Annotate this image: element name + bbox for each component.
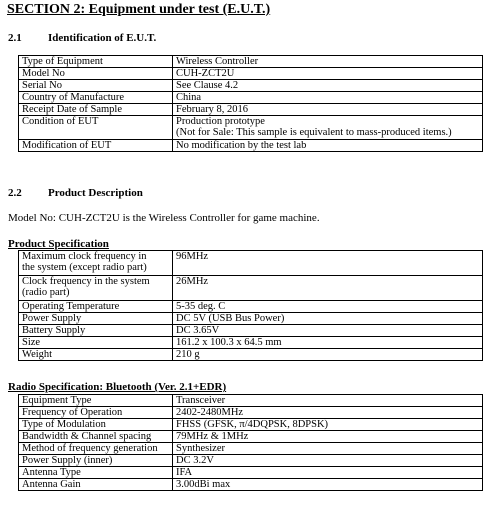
row-label-line: (radio part) (22, 287, 70, 298)
row-label: Type of Equipment (19, 56, 173, 68)
row-label: Size (19, 337, 173, 349)
table-row (19, 407, 483, 419)
row-value: DC 5V (USB Bus Power) (173, 313, 483, 325)
identification-number: 2.1 (8, 32, 22, 44)
table-row (19, 443, 483, 455)
row-value: 5-35 deg. C (173, 301, 483, 313)
row-value: 2402-2480MHz (173, 407, 483, 419)
table-row (19, 92, 483, 104)
row-label: Model No (19, 68, 173, 80)
product-spec-table (18, 250, 483, 361)
row-label: Antenna Type (19, 467, 173, 479)
table-row (19, 56, 483, 68)
row-value-line: (Not for Sale: This sample is equivalent to mass-produced items.) (176, 127, 452, 138)
table-row (19, 325, 483, 337)
table-row (19, 455, 483, 467)
row-label-line: the system (except radio part) (22, 262, 147, 273)
row-label: Operating Temperature (19, 301, 173, 313)
row-value: China (173, 92, 483, 104)
row-value: February 8, 2016 (173, 104, 483, 116)
row-value: See Clause 4.2 (173, 80, 483, 92)
table-row (19, 301, 483, 313)
row-value: Wireless Controller (173, 56, 483, 68)
table-row (19, 140, 483, 152)
row-label: Receipt Date of Sample (19, 104, 173, 116)
identification-heading (8, 32, 156, 44)
row-label: Equipment Type (19, 395, 173, 407)
row-value: DC 3.2V (173, 455, 483, 467)
table-row (19, 276, 483, 301)
table-row (19, 313, 483, 325)
row-value: 210 g (173, 349, 483, 361)
table-row (19, 104, 483, 116)
row-value: 79MHz & 1MHz (173, 431, 483, 443)
product-number: 2.2 (8, 187, 22, 199)
table-row (19, 395, 483, 407)
row-label: Weight (19, 349, 173, 361)
row-value-line: Production prototype (176, 116, 265, 127)
product-title: Product Description (48, 187, 143, 199)
row-label-line: Maximum clock frequency in (22, 251, 147, 262)
row-label: Battery Supply (19, 325, 173, 337)
table-row (19, 68, 483, 80)
table-row (19, 349, 483, 361)
identification-table (18, 55, 483, 152)
table-row (19, 116, 483, 140)
table-row (19, 337, 483, 349)
radio-spec-table (18, 394, 483, 491)
row-label: Antenna Gain (19, 479, 173, 491)
product-description: Model No: CUH-ZCT2U is the Wireless Controller for game machine. (8, 212, 320, 224)
table-row (19, 80, 483, 92)
row-label: Country of Manufacture (19, 92, 173, 104)
row-label: Modification of EUT (19, 140, 173, 152)
row-value: IFA (173, 467, 483, 479)
row-value: DC 3.65V (173, 325, 483, 337)
row-label: Power Supply (19, 313, 173, 325)
row-label: Power Supply (inner) (19, 455, 173, 467)
product-heading (8, 187, 143, 199)
row-label: Type of Modulation (19, 419, 173, 431)
row-value: No modification by the test lab (173, 140, 483, 152)
row-value: Transceiver (173, 395, 483, 407)
row-label: Method of frequency generation (19, 443, 173, 455)
row-value (173, 116, 483, 140)
table-row (19, 251, 483, 276)
table-row (19, 431, 483, 443)
row-value: FHSS (GFSK, π/4DQPSK, 8DPSK) (173, 419, 483, 431)
row-value: 96MHz (173, 251, 483, 276)
product-spec-heading: Product Specification (8, 238, 109, 250)
row-label: Bandwidth & Channel spacing (19, 431, 173, 443)
row-value: 3.00dBi max (173, 479, 483, 491)
table-row (19, 479, 483, 491)
section-title: SECTION 2: Equipment under test (E.U.T.) (7, 2, 271, 17)
row-label (19, 251, 173, 276)
row-label (19, 276, 173, 301)
row-value: 161.2 x 100.3 x 64.5 mm (173, 337, 483, 349)
row-label-line: Clock frequency in the system (22, 276, 150, 287)
row-label: Condition of EUT (19, 116, 173, 140)
radio-spec-heading: Radio Specification: Bluetooth (Ver. 2.1+EDR) (8, 381, 227, 393)
row-value: 26MHz (173, 276, 483, 301)
identification-title: Identification of E.U.T. (48, 32, 157, 44)
row-label: Frequency of Operation (19, 407, 173, 419)
row-value: CUH-ZCT2U (173, 68, 483, 80)
row-value: Synthesizer (173, 443, 483, 455)
table-row (19, 467, 483, 479)
row-label: Serial No (19, 80, 173, 92)
table-row (19, 419, 483, 431)
